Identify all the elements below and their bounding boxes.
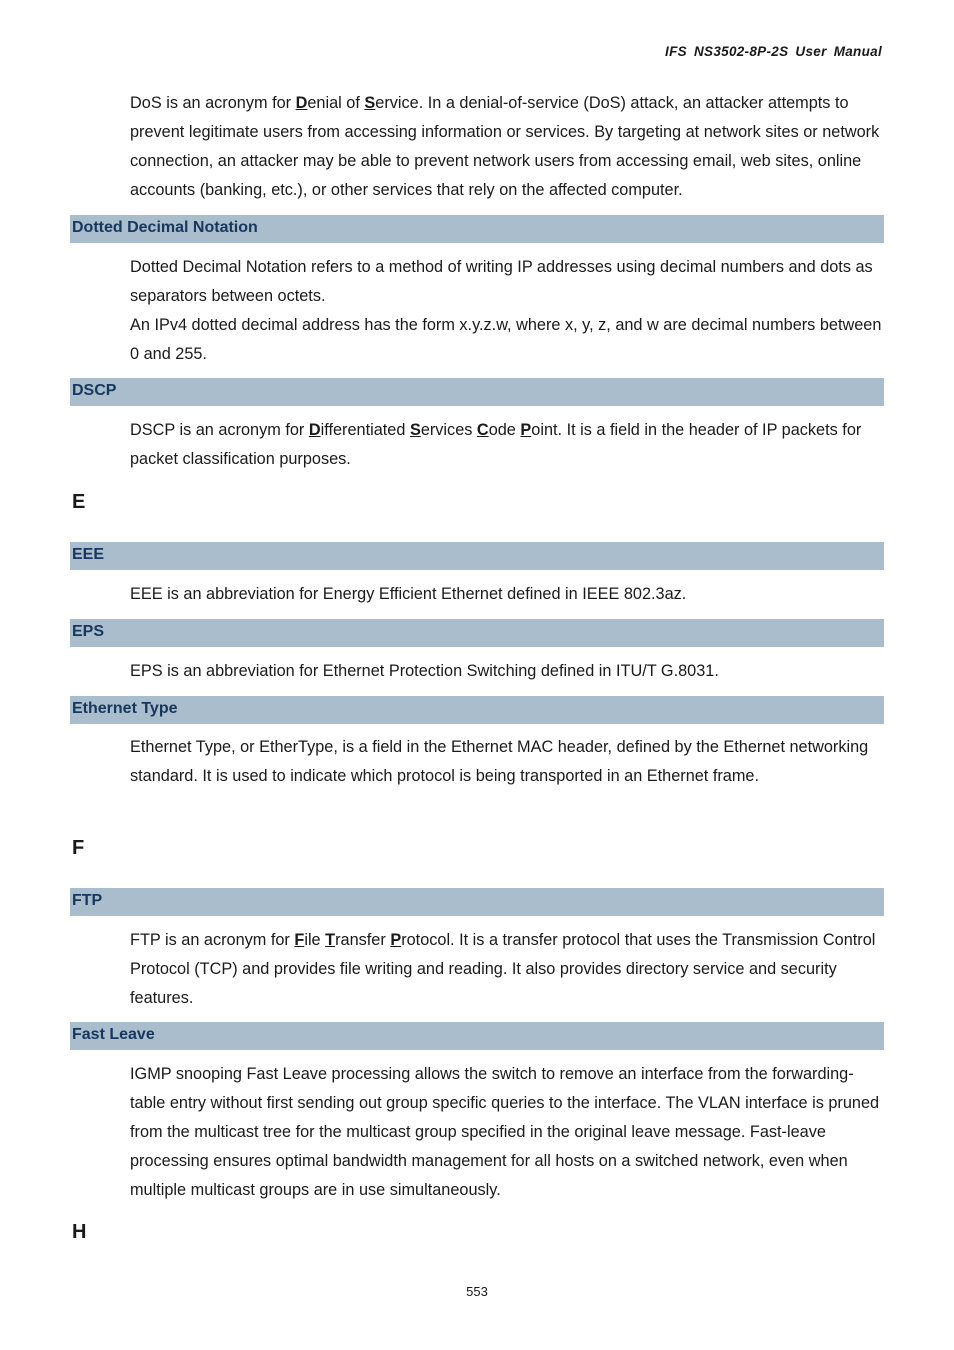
section-letter-h: H [72,1221,87,1243]
term-heading-ethernet-type [70,696,884,724]
dscp-key-d: D [308,421,321,439]
dscp-key-s: S [409,421,421,439]
ethertype-definition: Ethernet Type, or EtherType, is a field in the Ethernet MAC header, defined by the Ethernet networking standard. It is used to indicate which protocol is being transported in an Ethernet frame. [130,738,869,785]
term-label: Dotted Decimal Notation [72,219,258,236]
term-label: FTP [72,892,103,909]
dscp-text-4: ode [488,421,521,439]
fastleave-definition: IGMP snooping Fast Leave processing allows the switch to remove an interface from the forwarding-table entry without first sending out group specific queries to the interface. The VLAN interface is pruned from the multicast tree for the multicast group specified in the original leave message. Fast-leave processing ensures optimal bandwidth management for all hosts on a switched network, even when multiple multicast groups are in use simultaneously. [130,1065,880,1199]
term-heading-ftp [70,888,884,916]
term-heading-eee [70,542,884,570]
dos-text-1: DoS is an acronym for [130,94,296,112]
dscp-definition [130,416,884,474]
page-header-title: IFS NS3502-8P-2S User Manual [665,44,882,59]
term-label: EEE [72,546,105,563]
ftp-text-1: FTP is an acronym for [130,931,295,949]
ftp-definition [130,926,884,1013]
dscp-key-p: P [520,421,532,439]
term-label: Fast Leave [72,1026,155,1043]
dotted-definition [130,253,884,369]
dos-definition [130,89,884,205]
ftp-text-2: ile [304,931,326,949]
term-heading-dscp [70,378,884,406]
ftp-text-3: ransfer [335,931,391,949]
dscp-text-2: ifferentiated [320,421,410,439]
ftp-key-f: F [294,931,305,949]
dotted-line-1: Dotted Decimal Notation refers to a method of writing IP addresses using decimal numbers and dots as separators between octets. [130,258,873,305]
term-label: DSCP [72,382,117,399]
term-heading-fast-leave [70,1022,884,1050]
term-label: EPS [72,623,105,640]
page-number: 553 [466,1284,488,1299]
dos-text-3: ervice. In a denial-of-service (DoS) attack, an attacker attempts to prevent legitimate users from accessing information or services. By targeting at network sites or network connection, an attacker may be able to prevent network users from accessing email, web sites, online accounts (banking, etc.), or other services that rely on the affected computer. [130,94,880,199]
dos-key-d: D [295,94,308,112]
dos-key-s: S [364,94,376,112]
ftp-key-p: P [390,931,402,949]
dscp-text-1: DSCP is an acronym for [130,421,309,439]
ftp-key-t: T [325,931,336,949]
term-heading-eps [70,619,884,647]
dotted-line-2: An IPv4 dotted decimal address has the form x.y.z.w, where x, y, z, and w are decimal numbers between 0 and 255. [130,316,882,363]
term-heading-dotted-decimal [70,215,884,243]
eps-definition: EPS is an abbreviation for Ethernet Protection Switching defined in ITU/T G.8031. [130,662,719,680]
dos-text-2: enial of [307,94,365,112]
dscp-key-c: C [476,421,489,439]
section-letter-e: E [72,491,86,513]
dscp-text-3: ervices [420,421,477,439]
eee-definition: EEE is an abbreviation for Energy Efficient Ethernet defined in IEEE 802.3az. [130,585,687,603]
term-label: Ethernet Type [72,700,178,717]
section-letter-f: F [72,837,85,859]
ftp-text-4: rotocol. It is a transfer protocol that uses the Transmission Control Protocol (TCP) and provides file writing and reading. It also provides directory service and security features. [130,931,876,1007]
dscp-text-5: oint. It is a field in the header of IP packets for packet classification purposes. [130,421,862,468]
